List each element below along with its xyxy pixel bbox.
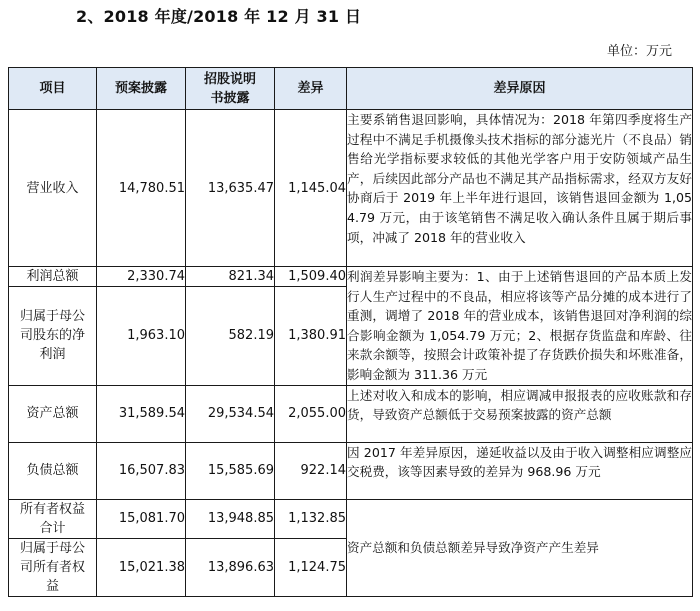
row-diff: 1,380.91: [275, 287, 347, 385]
reason-revenue: 主要系销售退回影响，具体情况为：2018 年第四季度将生产过程中不满足手机摄像头技术指标的部分滤光片（不良品）销售给光学指标要求较低的其他光学客户用于安防领域产品生产，后续因此部分产品也不满足其产品指标需求，经双方友好协商后于 2019 年上半年进行退回，该销售退回金额为 1,054.79 万元，由于该笔销售不满足收入确认条件且属于期后事项，冲减了 2018 年的营业收入: [347, 110, 693, 267]
header-prospectus-draft: 预案披露: [97, 68, 186, 110]
row-prospectus: 821.34: [186, 267, 275, 287]
row-diff: 1,145.04: [275, 110, 347, 267]
table-row: [9, 385, 693, 442]
row-diff: 922.14: [275, 442, 347, 499]
section-heading: 2、2018 年度/2018 年 12 月 31 日: [76, 7, 362, 26]
row-prospectus: 15,585.69: [186, 442, 275, 499]
row-item: 营业收入: [9, 110, 97, 267]
comparison-table: [8, 67, 693, 597]
table-row: [9, 110, 693, 267]
row-diff: 1,124.75: [275, 538, 347, 596]
header-prospectus: 招股说明书披露: [186, 68, 275, 110]
table-header-row: [9, 68, 693, 110]
table-row: [9, 499, 693, 538]
row-prospectus-draft: 15,081.70: [97, 499, 186, 538]
row-prospectus-draft: 2,330.74: [97, 267, 186, 287]
row-prospectus: 29,534.54: [186, 385, 275, 442]
row-item: 利润总额: [9, 267, 97, 287]
row-item: 负债总额: [9, 442, 97, 499]
row-prospectus-draft: 14,780.51: [97, 110, 186, 267]
row-diff: 1,132.85: [275, 499, 347, 538]
row-item: 归属于母公司所有者权益: [9, 538, 97, 596]
row-item: 归属于母公司股东的净利润: [9, 287, 97, 385]
row-prospectus-draft: 31,589.54: [97, 385, 186, 442]
reason-equity: 资产总额和负债总额差异导致净资产产生差异: [347, 499, 693, 596]
reason-assets: 上述对收入和成本的影响，相应调减申报报表的应收账款和存货，导致资产总额低于交易预案披露的资产总额: [347, 385, 693, 442]
row-prospectus: 13,948.85: [186, 499, 275, 538]
header-item: 项目: [9, 68, 97, 110]
header-reason: 差异原因: [347, 68, 693, 110]
table-row: [9, 442, 693, 499]
reason-liabilities: 因 2017 年差异原因，递延收益以及由于收入调整相应调整应交税费，该等因素导致的差异为 968.96 万元: [347, 442, 693, 499]
unit-label: 单位：万元: [606, 44, 672, 59]
reason-profit: 利润差异影响主要为：1、由于上述销售退回的产品本质上发行人生产过程中的不良品，相应将该等产品分摊的成本进行了重测，调增了 2018 年的营业成本，该销售退回对净利润的综合影响金额为 1,054.79 万元；2、根据存货监盘和库龄、往来款余额等，按照会计政策补提了存货跌价损失和坏账准备，影响金额为 311.36 万元: [347, 267, 693, 386]
row-diff: 1,509.40: [275, 267, 347, 287]
row-prospectus-draft: 1,963.10: [97, 287, 186, 385]
row-prospectus: 13,635.47: [186, 110, 275, 267]
row-item: 所有者权益合计: [9, 499, 97, 538]
row-prospectus-draft: 16,507.83: [97, 442, 186, 499]
table-row: [9, 267, 693, 287]
row-prospectus: 13,896.63: [186, 538, 275, 596]
row-diff: 2,055.00: [275, 385, 347, 442]
row-item: 资产总额: [9, 385, 97, 442]
header-diff: 差异: [275, 68, 347, 110]
row-prospectus: 582.19: [186, 287, 275, 385]
row-prospectus-draft: 15,021.38: [97, 538, 186, 596]
